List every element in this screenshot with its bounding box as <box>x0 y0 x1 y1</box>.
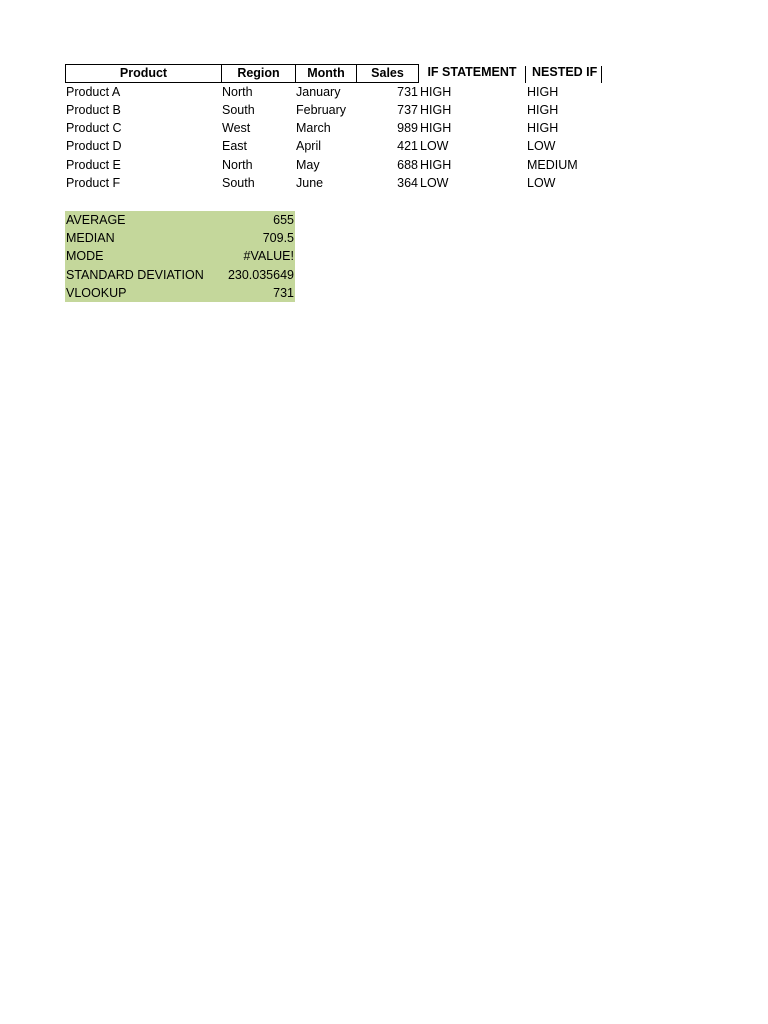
table-cell-region[interactable]: West <box>222 121 251 135</box>
table-cell-month[interactable]: March <box>296 121 331 135</box>
table-cell-product[interactable]: Product F <box>66 176 121 190</box>
header-month[interactable]: Month <box>295 64 357 83</box>
table-cell-sales[interactable]: 688 <box>397 158 418 172</box>
stat-value-average[interactable]: 655 <box>273 213 294 227</box>
header-border-left-nested-if <box>525 66 526 83</box>
table-cell-if-statement[interactable]: HIGH <box>420 158 452 172</box>
table-cell-product[interactable]: Product A <box>66 85 121 99</box>
table-cell-sales[interactable]: 364 <box>397 176 418 190</box>
table-cell-if-statement[interactable]: LOW <box>420 176 449 190</box>
table-cell-nested-if[interactable]: LOW <box>527 176 556 190</box>
table-cell-nested-if[interactable]: HIGH <box>527 103 559 117</box>
stat-label-average[interactable]: AVERAGE <box>66 213 126 227</box>
table-cell-sales[interactable]: 989 <box>397 121 418 135</box>
stat-label-mode[interactable]: MODE <box>66 249 104 263</box>
header-if-statement[interactable]: IF STATEMENT <box>427 65 517 79</box>
table-cell-if-statement[interactable]: HIGH <box>420 121 452 135</box>
stat-value-mode[interactable]: #VALUE! <box>243 249 294 263</box>
header-nested-if[interactable]: NESTED IF <box>532 65 598 79</box>
table-cell-region[interactable]: North <box>222 158 253 172</box>
table-cell-sales[interactable]: 737 <box>397 103 418 117</box>
header-border-right-nested-if <box>601 66 602 83</box>
table-cell-if-statement[interactable]: HIGH <box>420 103 452 117</box>
stat-label-standard-deviation[interactable]: STANDARD DEVIATION <box>66 268 204 282</box>
table-cell-sales[interactable]: 731 <box>397 85 418 99</box>
header-region[interactable]: Region <box>221 64 296 83</box>
table-cell-product[interactable]: Product C <box>66 121 122 135</box>
table-cell-if-statement[interactable]: LOW <box>420 139 449 153</box>
table-cell-month[interactable]: June <box>296 176 324 190</box>
table-cell-region[interactable]: East <box>222 139 248 153</box>
table-cell-nested-if[interactable]: HIGH <box>527 85 559 99</box>
table-cell-sales[interactable]: 421 <box>397 139 418 153</box>
table-cell-month[interactable]: April <box>296 139 322 153</box>
table-cell-region[interactable]: South <box>222 176 255 190</box>
table-cell-if-statement[interactable]: HIGH <box>420 85 452 99</box>
table-cell-product[interactable]: Product B <box>66 103 121 117</box>
stat-label-vlookup[interactable]: VLOOKUP <box>66 286 127 300</box>
stat-value-median[interactable]: 709.5 <box>262 231 294 245</box>
stat-value-standard-deviation[interactable]: 230.035649 <box>227 268 294 282</box>
table-cell-product[interactable]: Product E <box>66 158 121 172</box>
stat-value-vlookup[interactable]: 731 <box>273 286 294 300</box>
header-product[interactable]: Product <box>65 64 222 83</box>
table-cell-nested-if[interactable]: LOW <box>527 139 556 153</box>
stat-label-median[interactable]: MEDIAN <box>66 231 115 245</box>
header-sales[interactable]: Sales <box>356 64 419 83</box>
table-cell-nested-if[interactable]: HIGH <box>527 121 559 135</box>
table-cell-month[interactable]: February <box>296 103 347 117</box>
table-cell-nested-if[interactable]: MEDIUM <box>527 158 578 172</box>
table-cell-month[interactable]: May <box>296 158 320 172</box>
table-cell-month[interactable]: January <box>296 85 341 99</box>
table-cell-region[interactable]: South <box>222 103 255 117</box>
table-cell-product[interactable]: Product D <box>66 139 122 153</box>
table-cell-region[interactable]: North <box>222 85 253 99</box>
